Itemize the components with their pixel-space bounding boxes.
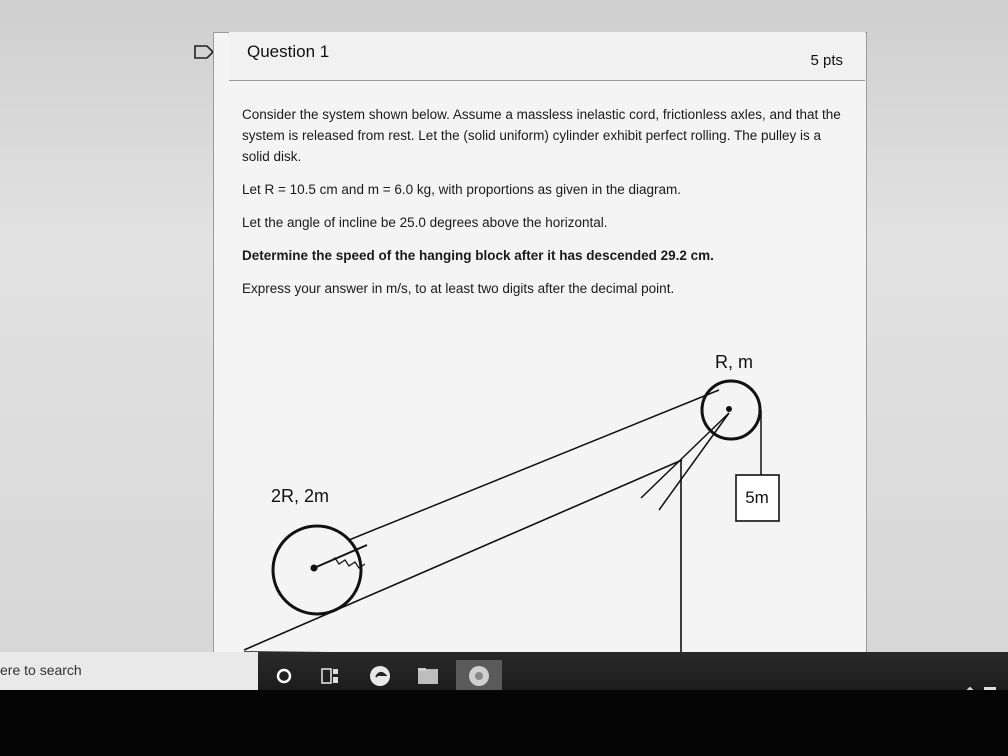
- question-title: Question 1: [247, 42, 330, 61]
- task-view-icon[interactable]: [318, 664, 342, 688]
- search-placeholder: ere to search: [0, 662, 82, 678]
- cylinder-label: 2R, 2m: [271, 486, 330, 506]
- flag-question-icon[interactable]: [193, 45, 215, 59]
- chrome-icon[interactable]: [467, 664, 491, 688]
- cylinder-axle: [311, 565, 318, 572]
- file-explorer-icon[interactable]: [416, 664, 440, 688]
- question-paragraph: Consider the system shown below. Assume a massless inelastic cord, frictionless axles, and that the system is released from rest. Let the (solid uniform) cylinder exhibit perfect rolling. The pulley is a solid disk.: [242, 107, 841, 164]
- rolling-cylinder: [273, 526, 361, 614]
- pulley-label: R, m: [715, 352, 753, 372]
- question-points: 5 pts: [810, 52, 843, 69]
- edge-icon[interactable]: [368, 664, 392, 688]
- taskbar-search[interactable]: [0, 652, 258, 690]
- question-header: [229, 32, 865, 81]
- pulley-support: [641, 413, 729, 498]
- pulley-axle: [726, 406, 732, 412]
- physics-diagram: [229, 340, 849, 670]
- cortana-icon[interactable]: [272, 664, 296, 688]
- question-paragraph: Express your answer in m/s, to at least two digits after the decimal point.: [242, 281, 675, 296]
- monitor-bezel: [0, 690, 1008, 756]
- question-paragraph: Determine the speed of the hanging block after it has descended 29.2 cm.: [242, 248, 714, 263]
- pulley-support: [659, 413, 729, 510]
- cord-incline: [349, 390, 719, 540]
- question-paragraph: Let the angle of incline be 25.0 degrees above the horizontal.: [242, 215, 608, 230]
- question-body: [242, 104, 842, 299]
- question-paragraph: Let R = 10.5 cm and m = 6.0 kg, with proportions as given in the diagram.: [242, 182, 681, 197]
- block-label: 5m: [745, 488, 769, 507]
